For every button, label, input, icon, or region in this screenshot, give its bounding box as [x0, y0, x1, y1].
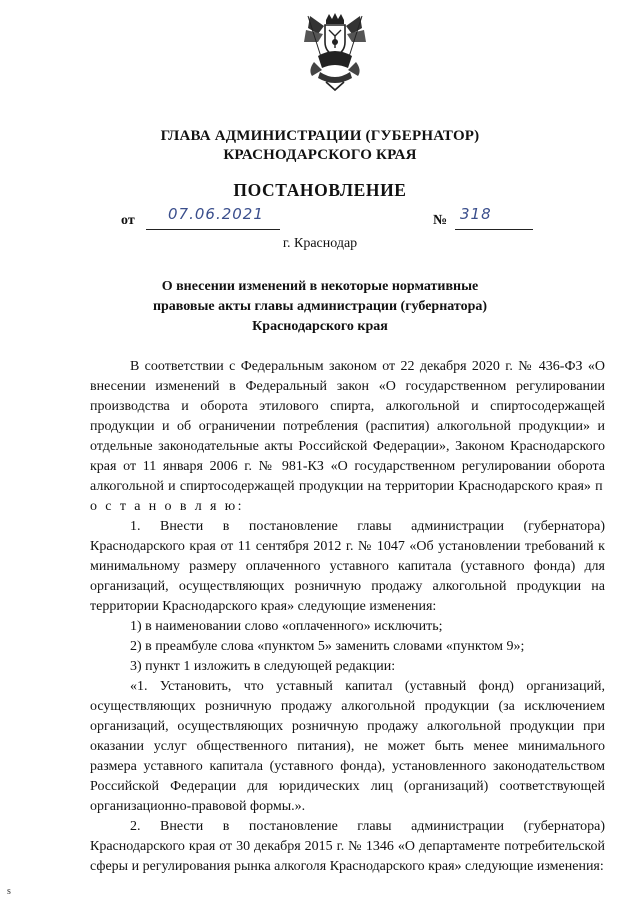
- city: г. Краснодар: [282, 236, 358, 251]
- subject-line3: Краснодарского края: [252, 319, 388, 334]
- date-value: 07.06.2021: [168, 205, 264, 223]
- clause-1-item-1: 1) в наименовании слово «оплаченного» исключить;: [130, 619, 443, 634]
- clause-2-paragraph: 2. Внести в постановление главы администрации (губернатора) Краснодарского края от 30 декабря 2015 г. № 1346 «О департаменте потребительской сферы и регулирования рынка алкоголя Краснодарского края» следующие изменения:: [90, 819, 605, 874]
- subject-line1: О внесении изменений в некоторые нормативные: [161, 279, 479, 294]
- clause-1-paragraph: 1. Внести в постановление главы администрации (губернатора) Краснодарского края от 11 сентября 2012 г. № 1047 «Об установлении требований к минимальному размеру оплаченного уставного капитала (уставного фонда) для организаций, осуществляющих розничную продажу алкогольной продукции на территории Краснодарского края» следующие изменения:: [90, 519, 605, 614]
- document-body: [90, 357, 605, 877]
- subject-line2: правовые акты главы администрации (губернатора): [152, 299, 488, 314]
- coat-of-arms-icon: [296, 12, 374, 92]
- clause-1-item-3: 3) пункт 1 изложить в следующей редакции:: [130, 659, 396, 674]
- number-value: 318: [460, 205, 492, 223]
- margin-mark: s: [7, 886, 11, 897]
- document-type-title: ПОСТАНОВЛЕНИЕ: [233, 180, 407, 200]
- authority-title-line2: КРАСНОДАРСКОГО КРАЯ: [223, 147, 417, 163]
- resolution-word: п о с т а н о в л я ю:: [90, 479, 606, 514]
- number-label: №: [433, 213, 448, 228]
- clause-1-quote: «1. Установить, что уставный капитал (уставный фонд) организаций, осуществляющих розничную продажу алкогольной продукции (за исключением организаций, осуществляющих розничную продажу алкогольной продукции при оказании услуг общественного питания), не может быть менее минимального размера уставного капитала (уставного фонда), установленного законодательством Российской Федерации для юридических лиц (организаций) соответствующей организационно-правовой формы.».: [90, 679, 605, 814]
- preamble-paragraph: [90, 357, 605, 517]
- date-label: от: [121, 213, 135, 228]
- clause-1-item-2: 2) в преамбуле слова «пунктом 5» заменить словами «пунктом 9»;: [130, 639, 525, 654]
- preamble-text: В соответствии с Федеральным законом от 22 декабря 2020 г. № 436-ФЗ «О внесении изменений в Федеральный закон «О государственном регулировании производства и оборота этилового спирта, алкогольной и спиртосодержащей продукции и об ограничении потребления (распития) алкогольной продукции» и отдельные законодательные акты Российской Федерации», Законом Краснодарского края от 11 января 2006 г. № 981-КЗ «О государственном регулировании оборота алкогольной и спиртосодержащей продукции на территории Краснодарского края»: [90, 359, 605, 494]
- authority-title-line1: ГЛАВА АДМИНИСТРАЦИИ (ГУБЕРНАТОР): [160, 128, 480, 144]
